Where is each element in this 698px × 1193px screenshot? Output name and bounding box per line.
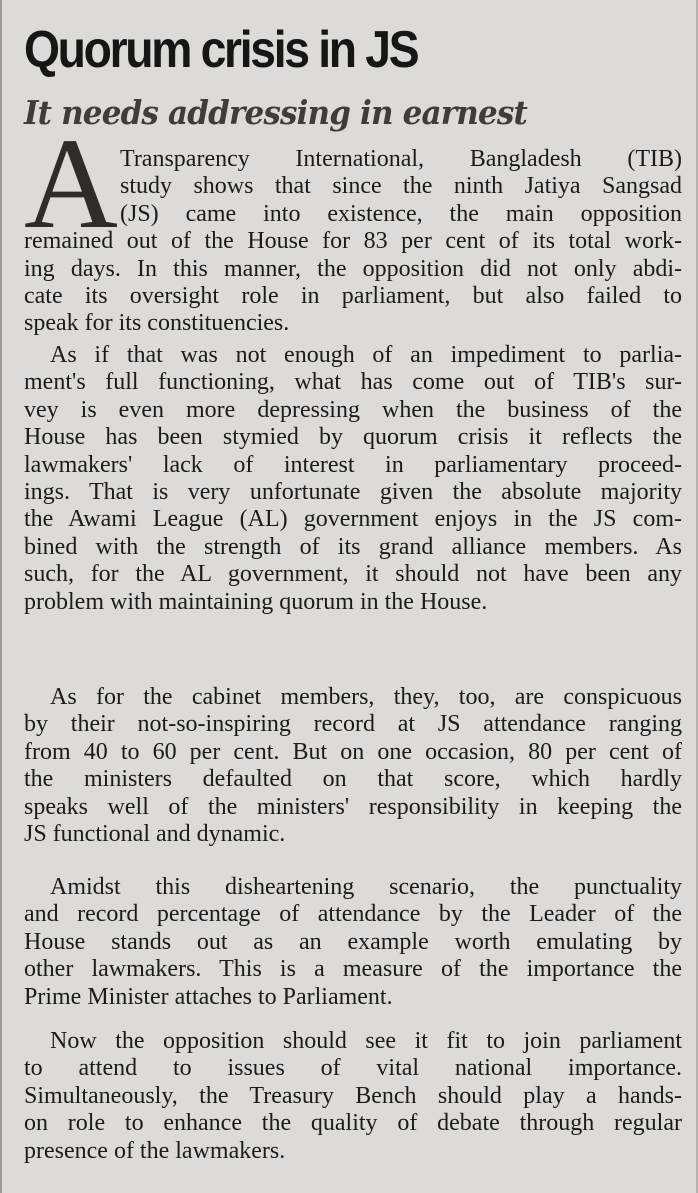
- text-line: bined with the strength of its grand alliance members. As: [24, 533, 682, 560]
- text-line: by their not-so-inspiring record at JS attendance ranging: [24, 711, 682, 738]
- text-line: the ministers defaulted on that score, which hardly: [24, 766, 682, 793]
- text-line: (JS) came into existence, the main opposition: [120, 200, 682, 227]
- text-line: and record percentage of attendance by the Leader of the: [24, 901, 682, 928]
- text-line: Amidst this disheartening scenario, the punctuality: [50, 874, 682, 900]
- text-line: JS functional and dynamic.: [24, 820, 286, 847]
- text-line: As for the cabinet members, they, too, are conspicuous: [50, 684, 682, 710]
- text-line: House stands out as an example worth emulating by: [24, 928, 682, 955]
- text-line: remained out of the House for 83 per cent of its total work-: [24, 228, 682, 255]
- text-line: ment's full functioning, what has come out of TIB's sur-: [24, 369, 682, 396]
- text-line: other lawmakers. This is a measure of the importance the: [24, 956, 682, 983]
- editorial-paragraph-1: [24, 146, 682, 338]
- text-line: Now the opposition should see it fit to join parliament: [50, 1028, 682, 1054]
- text-line: Transparency International, Bangladesh (TIB): [120, 146, 682, 172]
- text-line: from 40 to 60 per cent. But on one occasion, 80 per cent of: [24, 738, 682, 765]
- text-line: Prime Minister attaches to Parliament.: [24, 983, 393, 1010]
- subheadline: It needs addressing in earnest: [24, 93, 527, 132]
- editorial-paragraph-2: [24, 342, 682, 616]
- drop-cap-letter: A: [24, 112, 118, 256]
- text-line: House has been stymied by quorum crisis it reflects the: [24, 424, 682, 451]
- text-line: speaks well of the ministers' responsibility in keeping the: [24, 793, 682, 820]
- text-line: such, for the AL government, it should not have been any: [24, 561, 682, 588]
- text-line: lawmakers' lack of interest in parliamentary proceed-: [24, 451, 682, 478]
- text-line: ings. That is very unfortunate given the absolute majority: [24, 478, 682, 505]
- text-line: cate its oversight role in parliament, but also failed to: [24, 282, 682, 309]
- editorial-paragraph-3: [24, 684, 682, 848]
- text-line: the Awami League (AL) government enjoys in the JS com-: [24, 506, 682, 533]
- text-line: As if that was not enough of an impediment to parlia-: [50, 342, 682, 368]
- editorial-paragraph-4: [24, 874, 682, 1011]
- editorial-paragraph-5: [24, 1028, 682, 1165]
- text-line: study shows that since the ninth Jatiya Sangsad: [120, 173, 682, 200]
- text-line: problem with maintaining quorum in the House.: [24, 588, 488, 615]
- text-line: Simultaneously, the Treasury Bench should play a hands-: [24, 1082, 682, 1109]
- text-line: to attend to issues of vital national importance.: [24, 1055, 682, 1082]
- text-line: on role to enhance the quality of debate through regular: [24, 1110, 682, 1137]
- text-line: presence of the lawmakers.: [24, 1137, 286, 1164]
- text-line: ing days. In this manner, the opposition did not only abdi-: [24, 255, 682, 282]
- headline: Quorum crisis in JS: [24, 21, 418, 79]
- text-line: vey is even more depressing when the business of the: [24, 396, 682, 423]
- text-line: speak for its constituencies.: [24, 310, 290, 337]
